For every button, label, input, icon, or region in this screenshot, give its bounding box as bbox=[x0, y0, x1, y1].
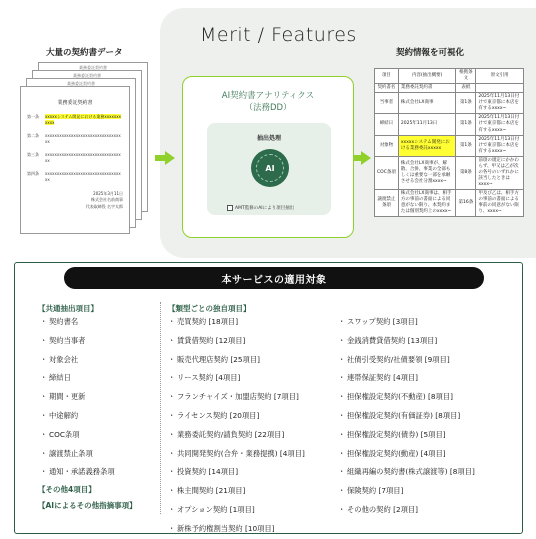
list-item-label: フランチャイズ・加盟店契約 [7項目] bbox=[177, 392, 299, 402]
list-item-label: 通知・承諾義務条項 bbox=[49, 467, 115, 477]
list-item-label: 業務委託契約/請負契約 [22項目] bbox=[177, 429, 285, 439]
bullet: ・ bbox=[40, 429, 48, 439]
list-item bbox=[338, 332, 475, 351]
list-item-label: ライセンス契約 [20項目] bbox=[177, 410, 260, 420]
list-item-label: 担保権設定契約(不動産) [8項目] bbox=[347, 392, 453, 402]
list-item bbox=[168, 369, 305, 388]
ai-analytics-box bbox=[182, 76, 354, 238]
list-item bbox=[168, 482, 305, 501]
bullet: ・ bbox=[40, 410, 48, 420]
table-cell-article: 表紙 bbox=[456, 84, 476, 93]
document-title: 業務委託契約書 bbox=[57, 100, 93, 106]
list-item-label: 担保権設定契約(債券) [5項目] bbox=[347, 429, 446, 439]
bullet: ・ bbox=[338, 354, 346, 364]
list-item bbox=[338, 369, 475, 388]
table-cell-quote: 前項の規定にかかわらず、甲又は乙が次の各号のいずれかに該当したときはxxxx~ bbox=[476, 156, 524, 189]
list-item bbox=[40, 332, 115, 351]
type-items-heading: 【類型ごとの独自項目】 bbox=[168, 304, 251, 313]
table-row bbox=[375, 84, 524, 93]
list-item bbox=[40, 369, 115, 388]
clause-text bbox=[45, 171, 123, 183]
list-item bbox=[338, 313, 475, 332]
table-cell-article: 第1条 bbox=[456, 114, 476, 135]
bullet: ・ bbox=[338, 335, 346, 345]
bullet: ・ bbox=[338, 467, 346, 477]
list-item-label: 賃貸借契約 [12項目] bbox=[177, 335, 246, 345]
clause-label: 第三条 bbox=[27, 152, 39, 157]
bullet: ・ bbox=[338, 504, 346, 514]
document-clause bbox=[27, 114, 123, 126]
list-item-label: その他の契約 [2項目] bbox=[347, 504, 419, 514]
table-cell-quote: 2025年11月13日付けで東京都に本店を有するxxxx~ bbox=[476, 93, 524, 114]
table-row bbox=[375, 135, 524, 156]
table-cell-item: 締結日 bbox=[375, 114, 399, 135]
bullet: ・ bbox=[168, 410, 176, 420]
list-item bbox=[338, 351, 475, 370]
type-items-list-1 bbox=[168, 313, 305, 539]
list-item bbox=[40, 445, 115, 464]
list-item bbox=[40, 313, 115, 332]
list-item-label: 株主間契約 [21項目] bbox=[177, 486, 246, 496]
table-cell-quote bbox=[476, 84, 524, 93]
ai-analytics-title: AI契約書アナリティクス （法務DD） bbox=[221, 91, 315, 113]
document-clauses bbox=[27, 114, 123, 183]
list-item bbox=[338, 501, 475, 520]
list-item-label: 組織再編の契約書(株式譲渡等) [8項目] bbox=[347, 467, 475, 477]
clause-body: xxxxxxxxxxxxxxxxxxxxxxxxxxxxxxxxxx bbox=[45, 152, 121, 163]
bulk-contracts-title: 大量の契約書データ bbox=[46, 48, 123, 58]
bullet: ・ bbox=[338, 429, 346, 439]
list-item-label: 締結日 bbox=[49, 373, 71, 383]
bullet: ・ bbox=[168, 523, 176, 533]
list-item bbox=[168, 445, 305, 464]
table-cell-content: 株式会社LX商事 bbox=[398, 93, 456, 114]
list-item bbox=[168, 388, 305, 407]
merit-features-title: Merit / Features bbox=[200, 24, 357, 46]
bullet: ・ bbox=[168, 448, 176, 458]
list-item bbox=[338, 463, 475, 482]
table-cell-quote: 2025年11月13日付けで東京都に本店を有するxxxx~ bbox=[476, 114, 524, 135]
table-cell-item: 当事者 bbox=[375, 93, 399, 114]
table-cell-item: COC条項 bbox=[375, 156, 399, 189]
clause-label: 第四条 bbox=[27, 171, 39, 176]
ai-circle-icon: AI bbox=[251, 149, 289, 187]
extraction-label: 抽出処理 bbox=[256, 135, 281, 142]
bullet: ・ bbox=[40, 392, 48, 402]
list-item bbox=[40, 426, 115, 445]
document-clause bbox=[27, 171, 123, 183]
list-item bbox=[40, 407, 115, 426]
table-cell-article: 第1条 bbox=[456, 135, 476, 156]
document-back-title: 業務委託契約書 bbox=[79, 65, 107, 70]
arrow-right-icon bbox=[155, 151, 175, 165]
type-items-list-2 bbox=[338, 313, 475, 520]
checkbox-icon bbox=[227, 205, 233, 211]
clause-body: xxxxxxxxxxxxxxxxxxxxxxxxxxxxxxxxxx bbox=[45, 171, 121, 182]
list-item-label: 売買契約 [18項目] bbox=[177, 317, 239, 326]
list-item-label: 新株予約権割当契約 [10項目] bbox=[177, 523, 275, 533]
list-item-label: 期間・更新 bbox=[49, 392, 86, 402]
extraction-panel bbox=[207, 123, 331, 215]
other-items-heading: 【その他4項目】 bbox=[38, 485, 96, 494]
list-item-label: 販売代理店契約 [25項目] bbox=[177, 354, 260, 364]
bullet: ・ bbox=[168, 429, 176, 439]
table-cell-content: 業務委託契約書 bbox=[398, 84, 456, 93]
list-item bbox=[40, 351, 115, 370]
bullet: ・ bbox=[338, 486, 346, 496]
list-item bbox=[168, 463, 305, 482]
clause-label: 第一条 bbox=[27, 114, 39, 119]
list-item bbox=[168, 332, 305, 351]
list-item bbox=[40, 463, 115, 482]
list-item-label: 担保権設定契約(有価証券) [8項目] bbox=[347, 410, 461, 420]
list-item bbox=[338, 445, 475, 464]
bullet: ・ bbox=[168, 335, 176, 345]
table-cell-article: 第1条 bbox=[456, 93, 476, 114]
list-item-label: 投資契約 [14項目] bbox=[177, 467, 239, 477]
list-item-label: 契約書名 bbox=[49, 317, 79, 326]
document-back-title: 業務委託契約書 bbox=[67, 81, 95, 86]
ai-note: AMT監修のAIにより項目抽出 bbox=[227, 205, 294, 211]
clause-text bbox=[45, 152, 123, 164]
list-item bbox=[338, 388, 475, 407]
list-item-label: 連帯保証契約 [4項目] bbox=[347, 373, 419, 383]
list-item bbox=[338, 482, 475, 501]
table-cell-content: 株式会社LX商事は、相手方の事前の書面による同意がない限り、本契約または個別契約上のxxxx~ bbox=[398, 190, 456, 217]
document-clause bbox=[27, 133, 123, 145]
clause-text bbox=[45, 114, 123, 126]
clause-body: xxxxxxxxxxxxxxxxxxxxxxxxxxxxxxxxxx bbox=[45, 133, 121, 144]
ai-other-items: 【AIによるその他指摘事項】 bbox=[38, 501, 137, 510]
bullet: ・ bbox=[338, 448, 346, 458]
list-item-label: 対象会社 bbox=[49, 354, 79, 364]
list-item-label: リース契約 [4項目] bbox=[177, 373, 241, 383]
document-signature: 2025年3月11日 株式会社名前商事 代表取締役 名字太郎 bbox=[85, 191, 123, 209]
bullet: ・ bbox=[338, 373, 346, 383]
table-cell-content: 株式会社LX商事が、解散、合併、事業の全部もしくは重要な一部を承継させる会社分割xxxx~ bbox=[398, 156, 456, 189]
bullet: ・ bbox=[40, 373, 48, 383]
list-item bbox=[168, 313, 305, 332]
table-row bbox=[375, 190, 524, 217]
list-item-label: スワップ契約 [3項目] bbox=[347, 317, 418, 326]
clause-label: 第二条 bbox=[27, 133, 39, 138]
column-divider bbox=[160, 302, 161, 514]
bullet: ・ bbox=[338, 392, 346, 402]
list-item-label: 共同開発契約(合弁・業務提携) [4項目] bbox=[177, 448, 305, 458]
bullet: ・ bbox=[168, 373, 176, 383]
bullet: ・ bbox=[168, 486, 176, 496]
list-item-label: 社債引受契約/社債要領 [9項目] bbox=[347, 354, 450, 364]
table-cell-content: xxxxxシステム開発における業務委託xxxxx bbox=[398, 135, 456, 156]
table-cell-article: 第16条 bbox=[456, 190, 476, 217]
bullet: ・ bbox=[40, 317, 48, 326]
bullet: ・ bbox=[40, 448, 48, 458]
bullet: ・ bbox=[338, 317, 346, 326]
list-item-label: 金銭消費貸借契約 [13項目] bbox=[347, 335, 438, 345]
list-item-label: 譲渡禁止条項 bbox=[49, 448, 93, 458]
list-item bbox=[168, 351, 305, 370]
clause-text bbox=[45, 133, 123, 145]
list-item-label: COC条項 bbox=[49, 429, 80, 439]
list-item-label: オプション契約 [1項目] bbox=[177, 504, 255, 514]
list-item bbox=[338, 407, 475, 426]
common-items-heading: 【共通抽出項目】 bbox=[38, 304, 98, 313]
table-cell-item: 対象物 bbox=[375, 135, 399, 156]
document-clause bbox=[27, 152, 123, 164]
table-cell-item: 譲渡禁止条項 bbox=[375, 190, 399, 217]
list-item bbox=[338, 426, 475, 445]
table-cell-content: 2025年11月13日 bbox=[398, 114, 456, 135]
list-item bbox=[40, 388, 115, 407]
scope-banner: 本サービスの適用対象 bbox=[64, 267, 484, 289]
document-back-title: 業務委託契約書 bbox=[73, 73, 101, 78]
contract-info-table bbox=[374, 68, 524, 217]
table-cell-article: 第8条 bbox=[456, 156, 476, 189]
list-item-label: 契約当事者 bbox=[49, 335, 86, 345]
document-sheet-front bbox=[20, 86, 130, 234]
bullet: ・ bbox=[168, 504, 176, 514]
bullet: ・ bbox=[168, 354, 176, 364]
list-item bbox=[168, 501, 305, 520]
table-cell-item: 契約書名 bbox=[375, 84, 399, 93]
bullet: ・ bbox=[40, 335, 48, 345]
table-cell-quote: 甲及び乙は、相手方の事前の書面による事前の同意がない限り、xxxx~ bbox=[476, 190, 524, 217]
list-item-label: 中途解約 bbox=[49, 410, 79, 420]
list-item bbox=[168, 426, 305, 445]
table-row bbox=[375, 114, 524, 135]
bullet: ・ bbox=[168, 317, 176, 326]
bullet: ・ bbox=[40, 354, 48, 364]
list-item-label: 保険契約 [7項目] bbox=[347, 486, 404, 496]
bullet: ・ bbox=[168, 467, 176, 477]
arrow-right-icon bbox=[351, 151, 371, 165]
table-cell-quote: 2025年11月13日付けで東京都に本店を有するxxxx~ bbox=[476, 135, 524, 156]
table-header-row: 項目 内容(抽出概要) 根拠条文 原文引用 bbox=[375, 69, 524, 84]
table-row bbox=[375, 93, 524, 114]
bullet: ・ bbox=[338, 410, 346, 420]
list-item bbox=[168, 520, 305, 539]
common-items-list bbox=[40, 313, 115, 482]
clause-highlight: xxxxxシステム開発における業務xxxxxxxxxxx bbox=[45, 114, 122, 125]
table-row bbox=[375, 156, 524, 189]
bullet: ・ bbox=[168, 392, 176, 402]
list-item bbox=[168, 407, 305, 426]
list-item-label: 担保権設定契約(動産) [4項目] bbox=[347, 448, 446, 458]
bullet: ・ bbox=[40, 467, 48, 477]
visualize-title: 契約情報を可視化 bbox=[396, 48, 465, 58]
